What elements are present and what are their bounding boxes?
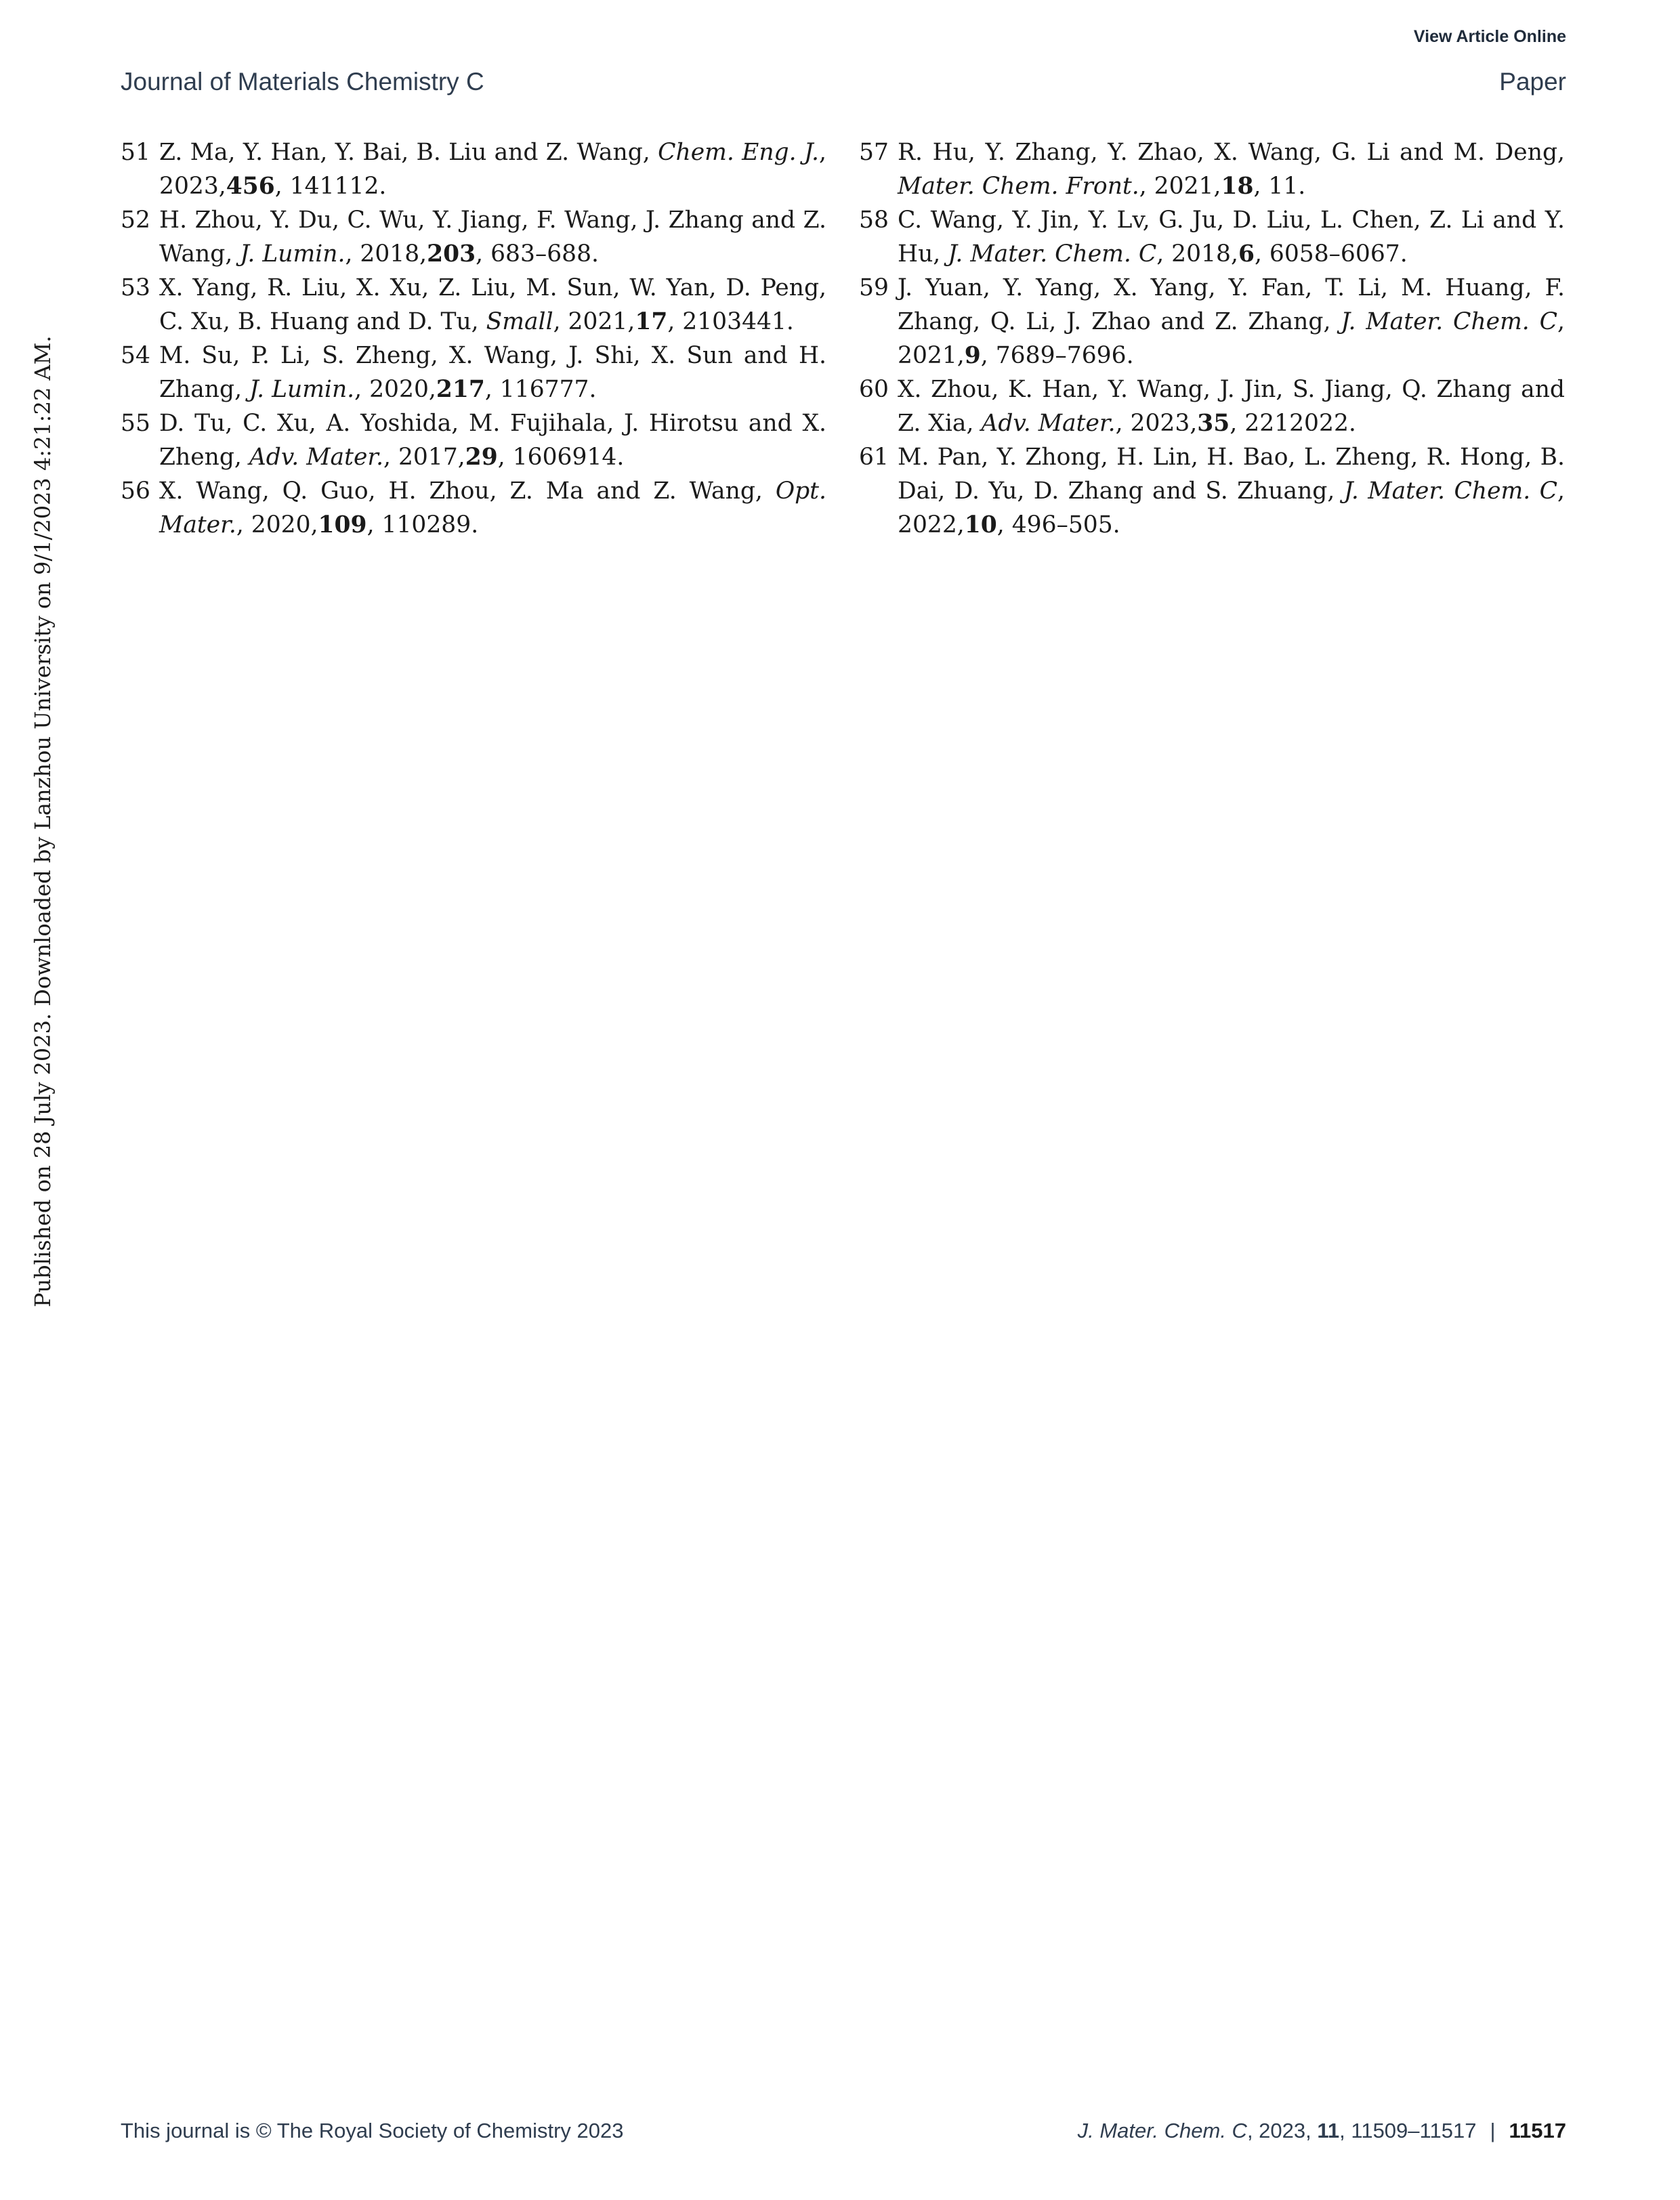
reference-volume: 217 [436, 376, 485, 403]
reference-authors: J. Yuan, Y. Yang, X. Yang, Y. Fan, T. Li, M. Huang, F. Zhang, Q. Li, J. Zhao and Z. Zhang, [898, 274, 1565, 335]
reference-journal: Chem. Eng. J. [658, 139, 820, 166]
reference-number: 53 [121, 274, 150, 301]
footer-volume: 11 [1317, 2119, 1340, 2142]
reference-item [859, 373, 1565, 440]
reference-item [121, 203, 826, 271]
reference-item [121, 135, 826, 203]
reference-item [121, 406, 826, 474]
reference-volume: 9 [964, 342, 981, 369]
footer-separator: | [1490, 2119, 1496, 2142]
reference-volume: 456 [226, 173, 275, 200]
reference-year: , 2022, [898, 478, 1565, 538]
reference-item [859, 271, 1565, 373]
reference-year: , 2018, [345, 240, 427, 268]
reference-item [121, 474, 826, 542]
reference-volume: 109 [318, 511, 367, 538]
reference-authors: R. Hu, Y. Zhang, Y. Zhao, X. Wang, G. Li and M. Deng, [898, 139, 1565, 166]
reference-number: 61 [859, 444, 889, 471]
footer-pages: , 11509–11517 [1339, 2119, 1477, 2142]
reference-journal: J. Mater. Chem. C [948, 240, 1157, 268]
reference-journal: Mater. Chem. Front. [898, 173, 1139, 200]
section-label: Paper [1499, 68, 1566, 96]
reference-volume: 35 [1197, 410, 1230, 437]
reference-item [121, 339, 826, 406]
reference-pages: , 116777. [484, 376, 597, 403]
publication-sidebar-note: Published on 28 July 2023. Downloaded by Lanzhou University on 9/1/2023 4:21:22 AM. [30, 335, 56, 1307]
reference-pages: , 141112. [274, 173, 387, 200]
reference-year: , 2020, [354, 376, 436, 403]
reference-year: , 2021, [553, 308, 635, 335]
reference-volume: 6 [1238, 240, 1255, 268]
reference-number: 55 [121, 410, 150, 437]
reference-authors: X. Zhou, K. Han, Y. Wang, J. Jin, S. Jiang, Q. Zhang and Z. Xia, [898, 376, 1565, 437]
reference-number: 51 [121, 139, 150, 166]
reference-journal: J. Mater. Chem. C [1343, 478, 1558, 505]
reference-pages: , 496–505. [996, 511, 1120, 538]
references-right-column [859, 135, 1565, 542]
reference-year: , 2021, [898, 308, 1566, 369]
reference-pages: , 6058–6067. [1254, 240, 1408, 268]
reference-number: 54 [121, 342, 150, 369]
view-article-online-link[interactable]: View Article Online [1413, 27, 1566, 46]
reference-pages: , 2212022. [1230, 410, 1356, 437]
reference-item [859, 135, 1565, 203]
reference-volume: 203 [427, 240, 476, 268]
reference-authors: X. Yang, R. Liu, X. Xu, Z. Liu, M. Sun, W. Yan, D. Peng, C. Xu, B. Huang and D. Tu, [159, 274, 826, 335]
reference-journal: Adv. Mater. [249, 444, 384, 471]
reference-pages: , 683–688. [476, 240, 600, 268]
page-number: 11517 [1509, 2119, 1566, 2142]
reference-pages: , 2103441. [667, 308, 794, 335]
reference-pages: , 11. [1253, 173, 1306, 200]
reference-journal: J. Mater. Chem. C [1341, 308, 1558, 335]
reference-authors: M. Pan, Y. Zhong, H. Lin, H. Bao, L. Zheng, R. Hong, B. Dai, D. Yu, D. Zhang and S. Zhuang, [898, 444, 1565, 505]
reference-item [859, 203, 1565, 271]
reference-number: 58 [859, 207, 889, 234]
reference-year: , 2018, [1156, 240, 1238, 268]
reference-volume: 29 [465, 444, 498, 471]
journal-name: Journal of Materials Chemistry C [121, 68, 484, 96]
reference-pages: , 1606914. [497, 444, 625, 471]
footer-journal: J. Mater. Chem. C [1077, 2119, 1247, 2142]
citation-footer [1078, 2119, 1566, 2143]
reference-year: , 2020, [236, 511, 318, 538]
reference-journal: Adv. Mater. [981, 410, 1116, 437]
reference-item [121, 271, 826, 339]
reference-authors: C. Wang, Y. Jin, Y. Lv, G. Ju, D. Liu, L. Chen, Z. Li and Y. Hu, [898, 207, 1565, 268]
reference-volume: 10 [964, 511, 997, 538]
reference-number: 56 [121, 478, 150, 505]
reference-journal: Small [486, 308, 553, 335]
reference-journal: J. Lumin. [240, 240, 345, 268]
copyright-footer: This journal is © The Royal Society of Chemistry 2023 [121, 2119, 624, 2142]
reference-number: 57 [859, 139, 889, 166]
reference-number: 60 [859, 376, 889, 403]
reference-year: , 2017, [383, 444, 465, 471]
reference-number: 59 [859, 274, 889, 301]
reference-volume: 17 [635, 308, 668, 335]
reference-authors: X. Wang, Q. Guo, H. Zhou, Z. Ma and Z. Wang, [159, 478, 763, 505]
reference-year: , 2023, [1115, 410, 1198, 437]
reference-authors: H. Zhou, Y. Du, C. Wu, Y. Jiang, F. Wang, J. Zhang and Z. Wang, [159, 207, 826, 268]
reference-authors: M. Su, P. Li, S. Zheng, X. Wang, J. Shi, X. Sun and H. Zhang, [159, 342, 826, 403]
reference-item [859, 440, 1565, 542]
reference-authors: Z. Ma, Y. Han, Y. Bai, B. Liu and Z. Wang, [159, 139, 650, 166]
references-left-column [121, 135, 826, 542]
reference-year: , 2023, [159, 139, 826, 200]
reference-volume: 18 [1221, 173, 1254, 200]
footer-year: , 2023, [1246, 2119, 1318, 2142]
reference-pages: , 7689–7696. [980, 342, 1134, 369]
reference-journal: Opt. Mater. [159, 478, 827, 538]
reference-authors: D. Tu, C. Xu, A. Yoshida, M. Fujihala, J. Hirotsu and X. Zheng, [159, 410, 826, 471]
reference-number: 52 [121, 207, 150, 234]
reference-pages: , 110289. [366, 511, 479, 538]
reference-journal: J. Lumin. [249, 376, 355, 403]
reference-year: , 2021, [1139, 173, 1221, 200]
